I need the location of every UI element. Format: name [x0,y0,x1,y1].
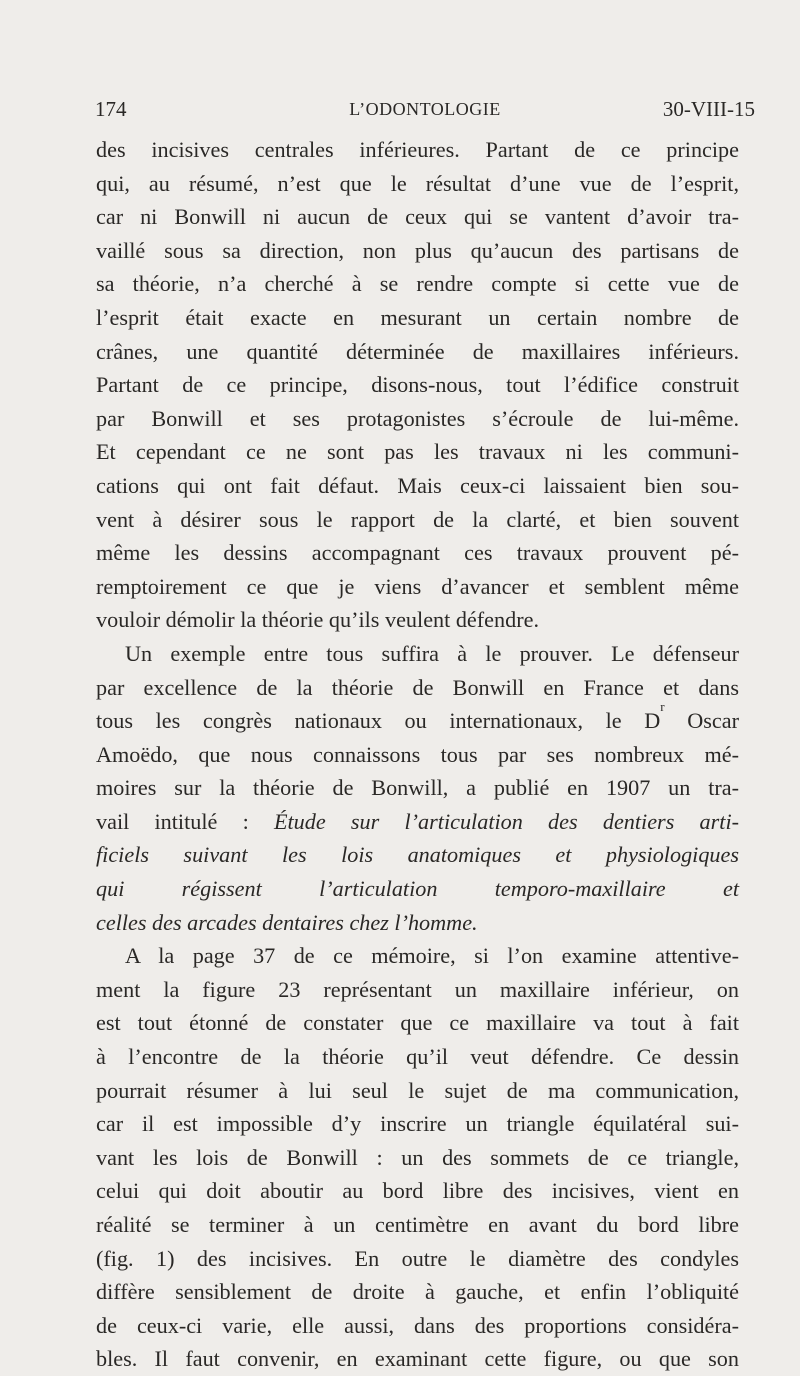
text-line: l’esprit était exacte en mesurant un certain nombre de [96,304,739,330]
text-segment: tous les congrès nationaux ou internationaux, le D [96,708,661,734]
text-line: (fig. 1) des incisives. En outre le diamètre des condyles [96,1245,739,1271]
text-line: qui, au résumé, n’est que le résultat d’une vue de l’esprit, [96,170,739,196]
text-line-with-superscript [96,699,739,738]
text-line: moires sur la théorie de Bonwill, a publié en 1907 un tra- [96,775,739,801]
text-line: bles. Il faut convenir, en examinant cette figure, ou que son [96,1346,739,1372]
text-line: par Bonwill et ses protagonistes s’écroule de lui-même. [96,405,739,431]
text-line: remptoirement ce que je viens d’avancer et semblent même [96,573,739,599]
text-line: pourrait résumer à lui seul le sujet de ma communication, [96,1077,739,1103]
running-title: L’ODONTOLOGIE [349,99,501,119]
text-line: Et cependant ce ne sont pas les travaux ni les communi- [96,439,739,465]
text-line: Amoëdo, que nous connaissons tous par ses nombreux mé- [96,741,739,767]
text-line: à l’encontre de la théorie qu’il veut défendre. Ce dessin [96,1044,739,1070]
text-line: car ni Bonwill ni aucun de ceux qui se vantent d’avoir tra- [96,204,739,230]
text-line: vouloir démolir la théorie qu’ils veulent défendre. [96,607,539,633]
work-title-line: celles des arcades dentaires chez l’homme. [96,909,478,935]
text-line: vant les lois de Bonwill : un des sommets de ce triangle, [96,1144,739,1170]
page-number: 174 [95,97,127,121]
text-line: Un exemple entre tous suffira à le prouver. Le défenseur [125,640,739,666]
text-line: réalité se terminer à un centimètre en avant du bord libre [96,1212,739,1237]
text-line: de ceux-ci varie, elle aussi, dans des proportions considéra- [96,1312,739,1338]
text-line: même les dessins accompagnant ces travaux prouvent pé- [96,540,739,566]
text-line: car il est impossible d’y inscrire un triangle équilatéral sui- [96,1111,739,1137]
text-line: par excellence de la théorie de Bonwill en France et dans [96,674,739,700]
text-line: Partant de ce principe, disons-nous, tout l’édifice construit [96,372,739,398]
work-title: Étude sur l’articulation des dentiers arti- [273,808,739,834]
text-line: vaillé sous sa direction, non plus qu’aucun des partisans de [96,237,739,263]
text-line: diffère sensiblement de droite à gauche, et enfin l’obliquité [96,1279,739,1305]
text-line-with-title [96,805,739,839]
superscript: r [660,699,665,715]
text-segment: Oscar [664,708,739,734]
text-line: vent à désirer sous le rapport de la clarté, et bien souvent [96,506,739,532]
issue-date: 30-VIII-15 [662,97,755,121]
text-line: crânes, une quantité déterminée de maxillaires inférieurs. [96,338,739,364]
body-text [96,133,739,1376]
text-line: celui qui doit aboutir au bord libre des incisives, vient en [96,1178,739,1204]
work-title-line: ficiels suivant les lois anatomiques et physiologiques [96,842,739,868]
text-line: est tout étonné de constater que ce maxillaire va tout à fait [96,1010,739,1036]
text-line: A la page 37 de ce mémoire, si l’on examine attentive- [125,943,739,969]
text-line: ment la figure 23 représentant un maxillaire inférieur, on [96,976,739,1002]
text-line: sa théorie, n’a cherché à se rendre compte si cette vue de [96,271,739,297]
text-segment: vail intitulé : [96,808,274,834]
page-header [95,97,755,125]
text-line: des incisives centrales inférieures. Partant de ce principe [96,137,739,162]
work-title-line: qui régissent l’articulation temporo-maxillaire et [96,876,739,902]
text-line: cations qui ont fait défaut. Mais ceux-ci laissaient bien sou- [96,472,739,498]
